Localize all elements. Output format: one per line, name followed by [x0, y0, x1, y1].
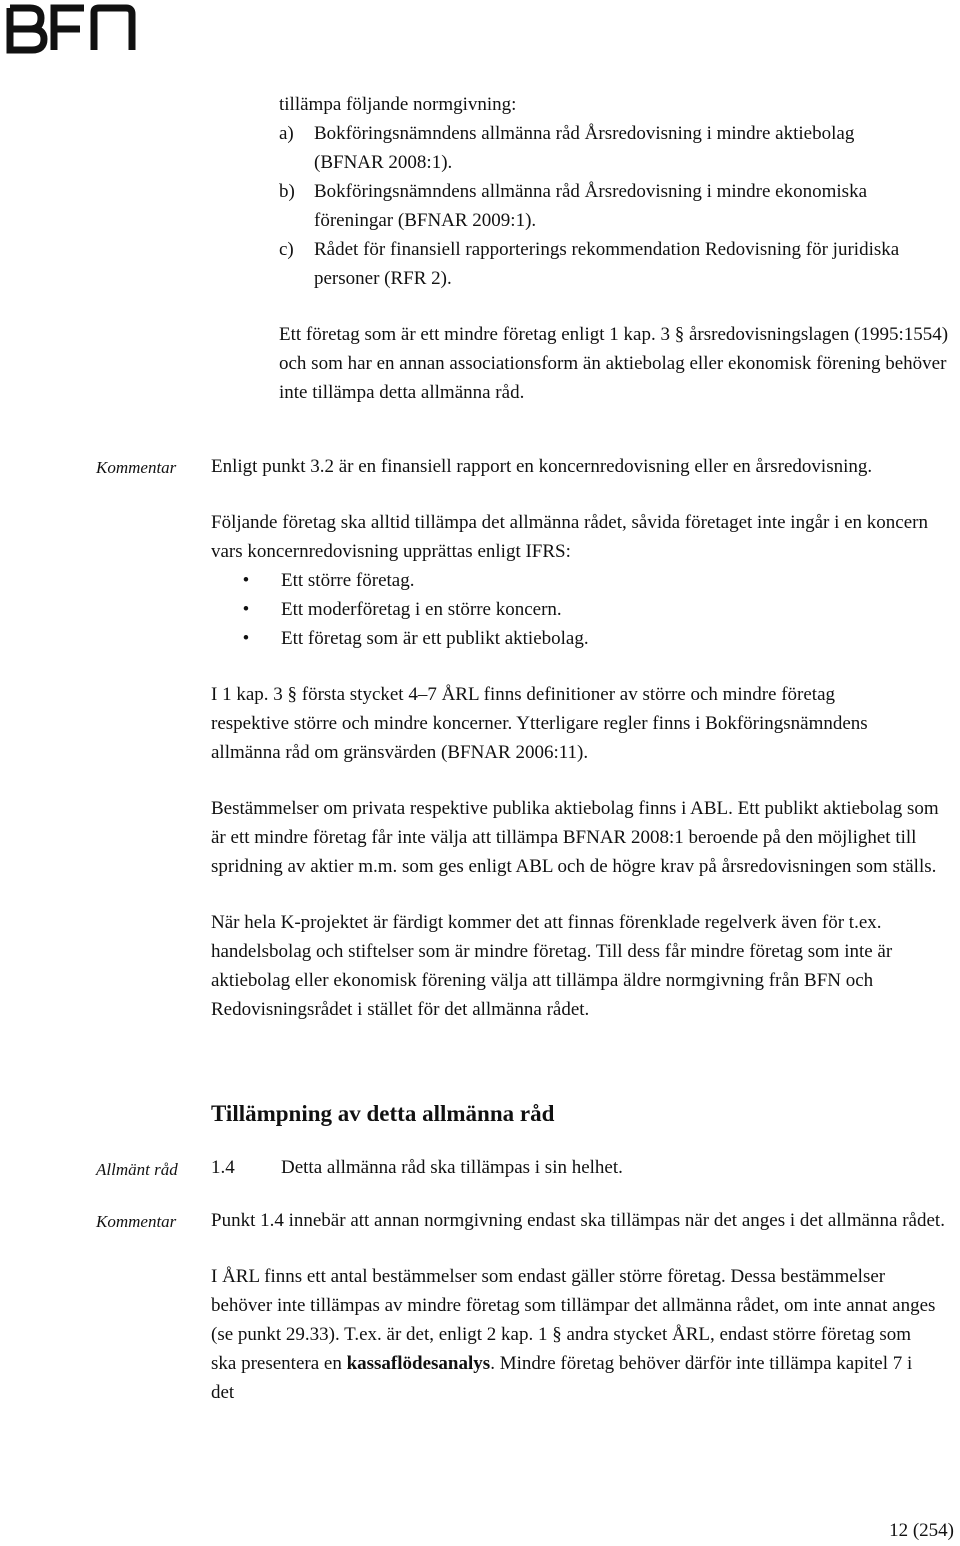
comment-paragraph: När hela K-projektet är färdigt kommer det att finnas förenklade regelverk även för t.ex. handelsbolag och stiftelser som är mindre företag. Till dess får mindre företag som inte är aktiebolag eller ekonomisk förening välja att tillämpa äldre normgivning från BFN och Redovisningsrådet i stället för det allmänna rådet.	[211, 912, 893, 1020]
list-item	[279, 177, 949, 235]
comment-paragraph: I 1 kap. 3 § första stycket 4–7 ÅRL finns definitioner av större och mindre företag respektive större och mindre koncerner. Ytterligare regler finns i Bokföringsnämndens allmänna råd om gränsvärden (BFNAR 2006:11).	[211, 684, 868, 763]
kommentar-body	[211, 1206, 951, 1407]
kommentar-label: Kommentar	[96, 1212, 177, 1231]
scope-paragraph: Ett företag som är ett mindre företag enligt 1 kap. 3 § årsredovisningslagen (1995:1554) och som har en annan associationsform än aktiebolag eller ekonomisk förening behöver inte tillämpa detta allmänna råd.	[279, 324, 949, 403]
comment-paragraph: I ÅRL finns ett antal bestämmelser som endast gäller större företag. Dessa bestämmelser behöver inte tillämpas av mindre företag som tillämpar det allmänna rådet, om inte annat anges (se punkt 29.33). T.ex. är det, enligt 2 kap. 1 § andra stycket ÅRL, endast större företag som ska presentera en kassaflödesanalys. Mindre företag behöver därför inte tillämpa kapitel 7 i det	[211, 1266, 936, 1403]
list-label: c)	[279, 239, 294, 260]
list-text: Rådet för finansiell rapporterings rekommendation Redovisning för juridiska personer (RFR 2).	[314, 239, 900, 289]
comment-paragraph: Punkt 1.4 innebär att annan normgivning endast ska tillämpas när det anges i det allmänna rådet.	[211, 1210, 945, 1231]
list-item: • Ett företag som är ett publikt aktiebolag.	[211, 624, 956, 653]
bfn-logo	[6, 4, 138, 54]
kommentar-label: Kommentar	[96, 458, 177, 477]
section-heading: Tillämpning av detta allmänna råd	[211, 1101, 555, 1126]
allmant-rad-item	[211, 1153, 951, 1182]
comment-paragraph: Följande företag ska alltid tillämpa det allmänna rådet, såvida företaget inte ingår i en koncern vars koncernredovisning upprättas enligt IFRS:	[211, 512, 928, 562]
list-label: a)	[279, 123, 294, 144]
comment-paragraph: Bestämmelser om privata respektive publika aktiebolag finns i ABL. Ett publikt aktiebolag som är ett mindre företag får inte välja att tillämpa BFNAR 2008:1 beroende på den möjlighet till spridning av aktier m.m. som ges enligt ABL och de högre krav på årsredovisningen som ställs.	[211, 798, 939, 877]
rule-text: Detta allmänna råd ska tillämpas i sin helhet.	[281, 1157, 623, 1178]
list-item	[279, 235, 949, 293]
bullet-icon: •	[242, 570, 250, 591]
intro-text: tillämpa följande normgivning:	[279, 94, 517, 115]
kommentar-body	[211, 452, 956, 1024]
list-item: • Ett större företag.	[211, 566, 956, 595]
top-section	[279, 90, 949, 407]
list-label: b)	[279, 181, 295, 202]
allmant-rad-label: Allmänt råd	[96, 1160, 178, 1179]
norm-list	[279, 119, 949, 293]
list-item	[279, 119, 949, 177]
page-number: 12 (254)	[889, 1520, 954, 1541]
list-item: • Ett moderföretag i en större koncern.	[211, 595, 956, 624]
list-text: Bokföringsnämndens allmänna råd Årsredovisning i mindre ekonomiska föreningar (BFNAR 2009:1).	[314, 181, 868, 231]
list-text: Bokföringsnämndens allmänna råd Årsredovisning i mindre aktiebolag (BFNAR 2008:1).	[314, 123, 855, 173]
bullet-icon: •	[242, 628, 250, 649]
rule-number: 1.4	[211, 1157, 235, 1178]
company-bullets	[211, 566, 956, 653]
comment-paragraph: Enligt punkt 3.2 är en finansiell rapport en koncernredovisning eller en årsredovisning.	[211, 456, 873, 477]
bold-term: kassaflödesanalys	[346, 1353, 491, 1374]
bullet-icon: •	[242, 599, 250, 620]
